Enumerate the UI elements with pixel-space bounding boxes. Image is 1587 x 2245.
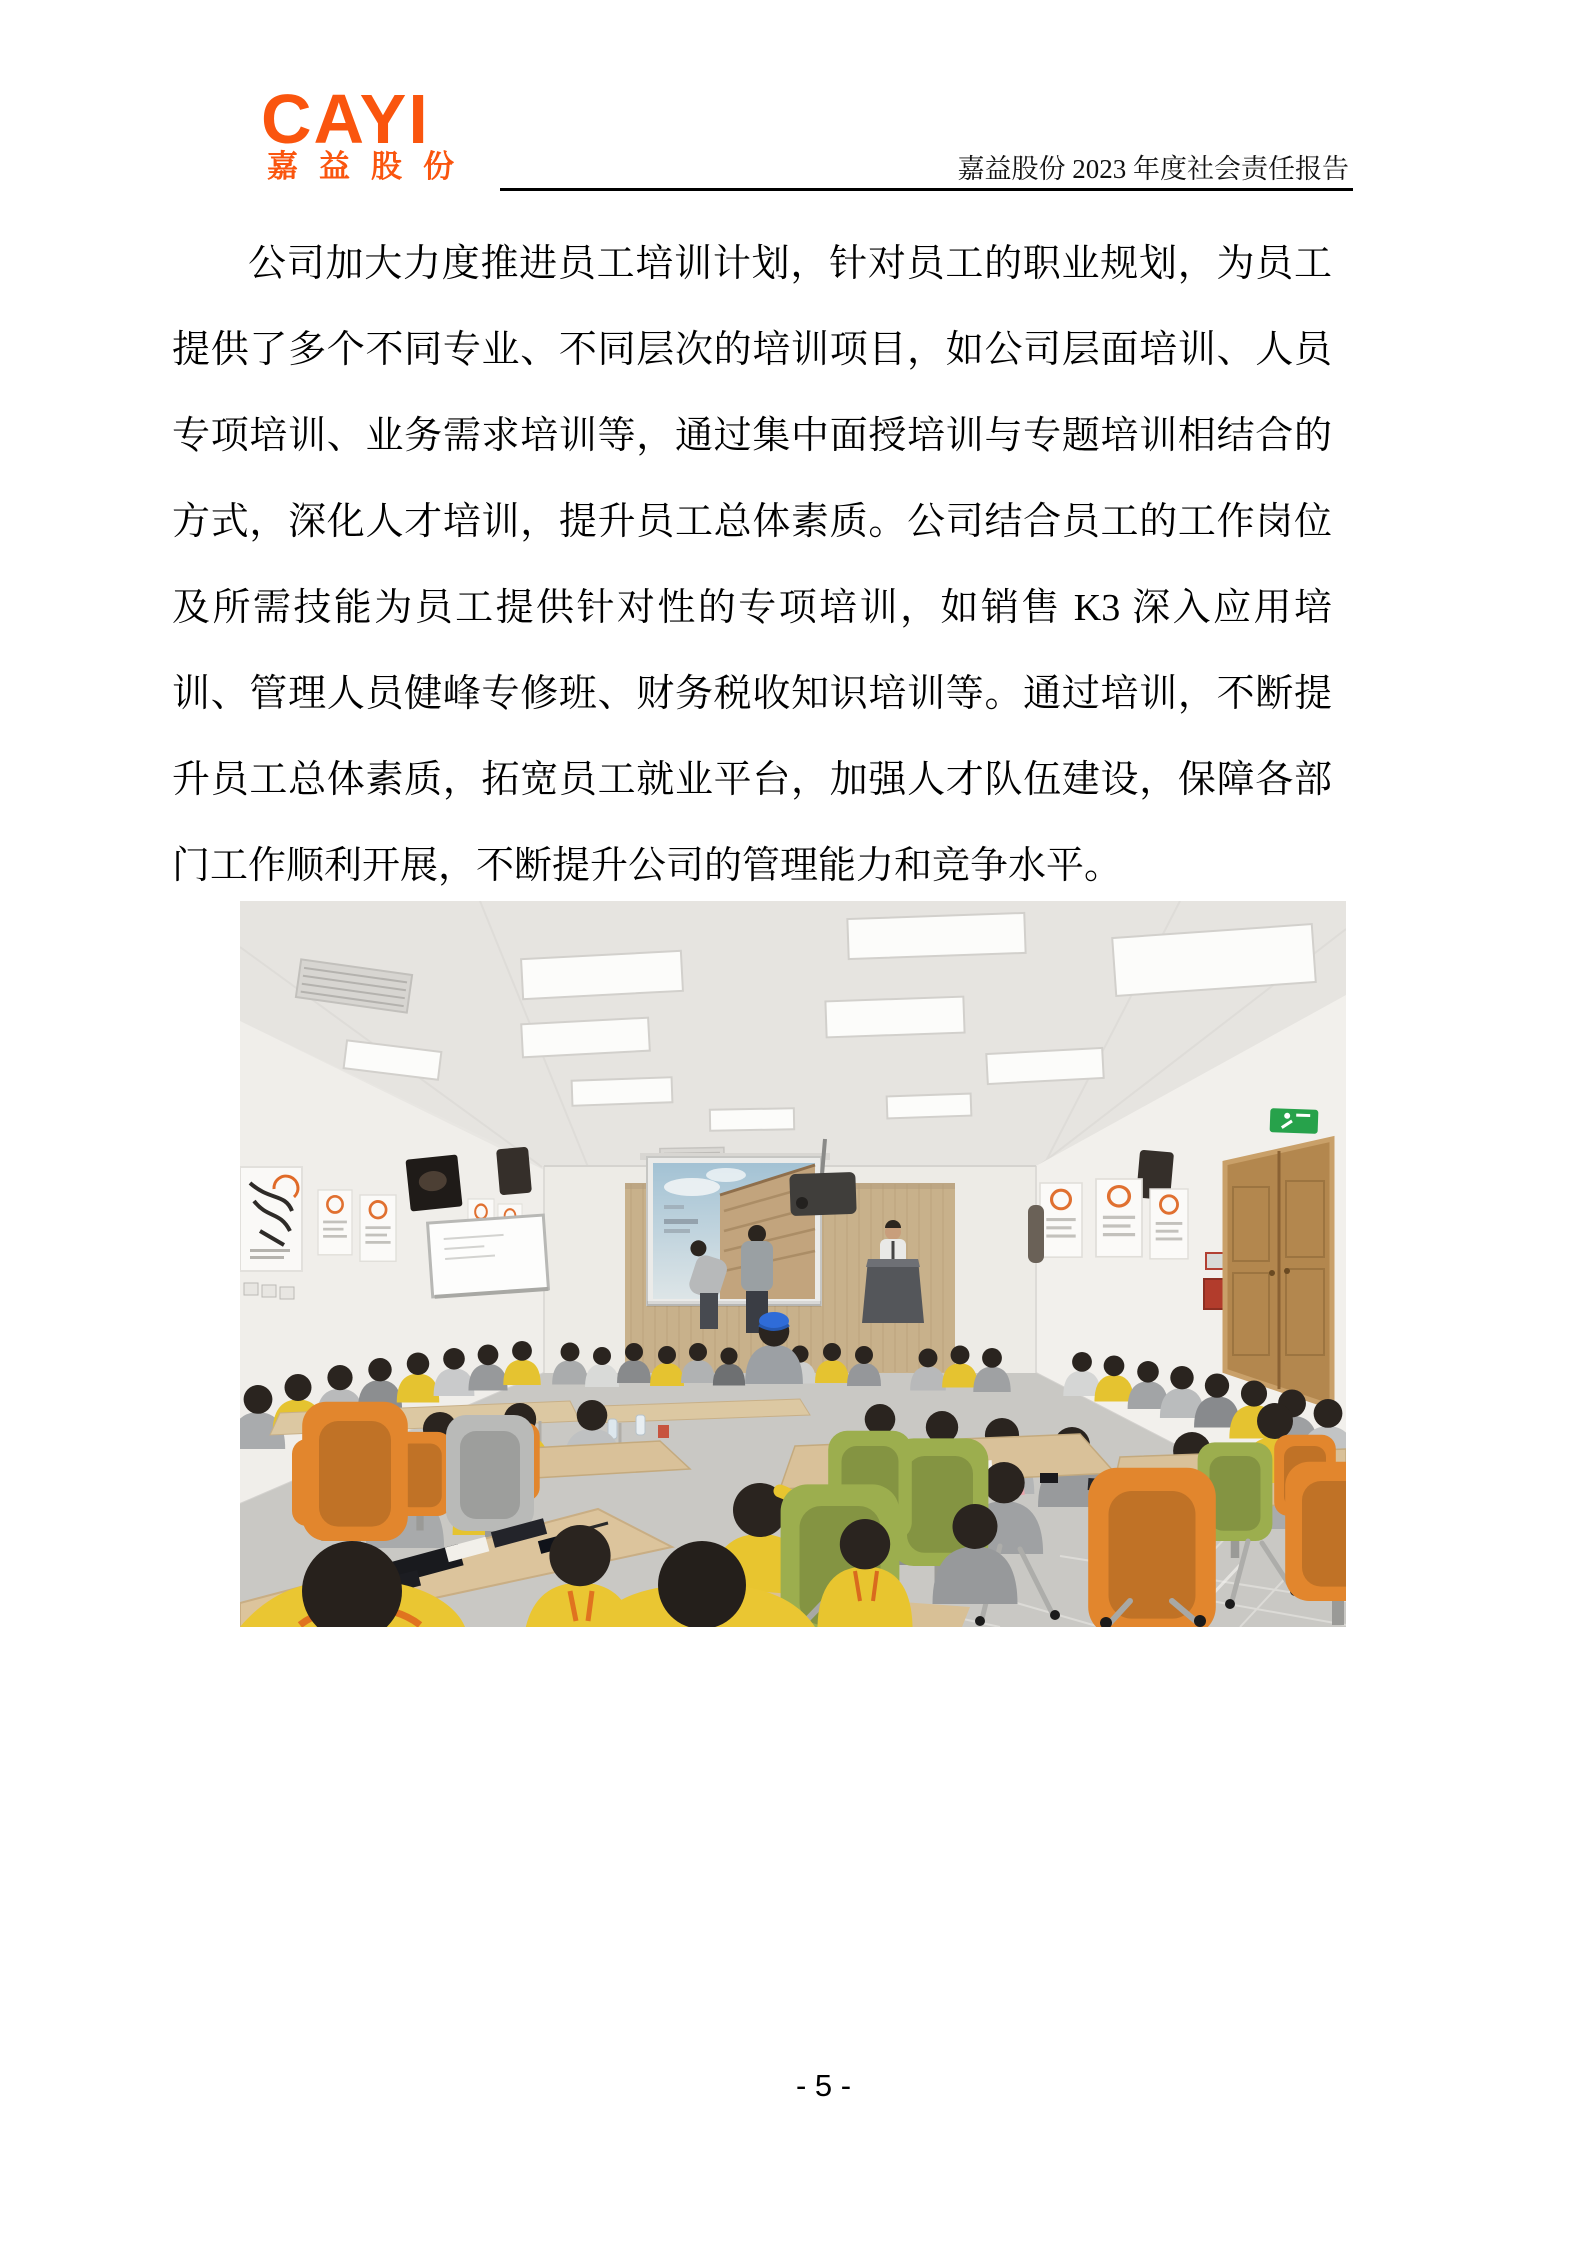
left-speaker: [496, 1147, 532, 1196]
body-paragraph: 公司加大力度推进员工培训计划，针对员工的职业规划，为员工提供了多个不同专业、不同层次的培训项目，如公司层面培训、人员专项培训、业务需求培训等，通过集中面授培训与专题培训相结合的方式，深化人才培训，提升员工总体素质。公司结合员工的工作岗位及所需技能为员工提供针对性的专项培训，如销售 K3 深入应用培训、管理人员健峰专修班、财务税收知识培训等。通过培训，不断提升员工总体素质，拓宽员工就业平台，加强人才队伍建设，保障各部门工作顺利开展，不断提升公司的管理能力和竞争水平。: [172, 243, 1332, 887]
header-divider: [500, 188, 1353, 191]
report-header-title: 嘉益股份 2023 年度社会责任报告: [957, 154, 1349, 184]
training-classroom-photo: [240, 901, 1346, 1627]
page-number: - 5 -: [795, 2068, 852, 2103]
wall-tv: [405, 1154, 462, 1211]
wooden-door: [1225, 1139, 1332, 1407]
standing-attendee: [1028, 1205, 1044, 1263]
right-wall-posters: [1040, 1179, 1188, 1259]
company-logo-subtitle: 嘉益股份: [267, 149, 475, 184]
whiteboard: [428, 1215, 549, 1297]
exit-sign: [1270, 1108, 1319, 1134]
company-logo: CAYI: [261, 80, 430, 158]
